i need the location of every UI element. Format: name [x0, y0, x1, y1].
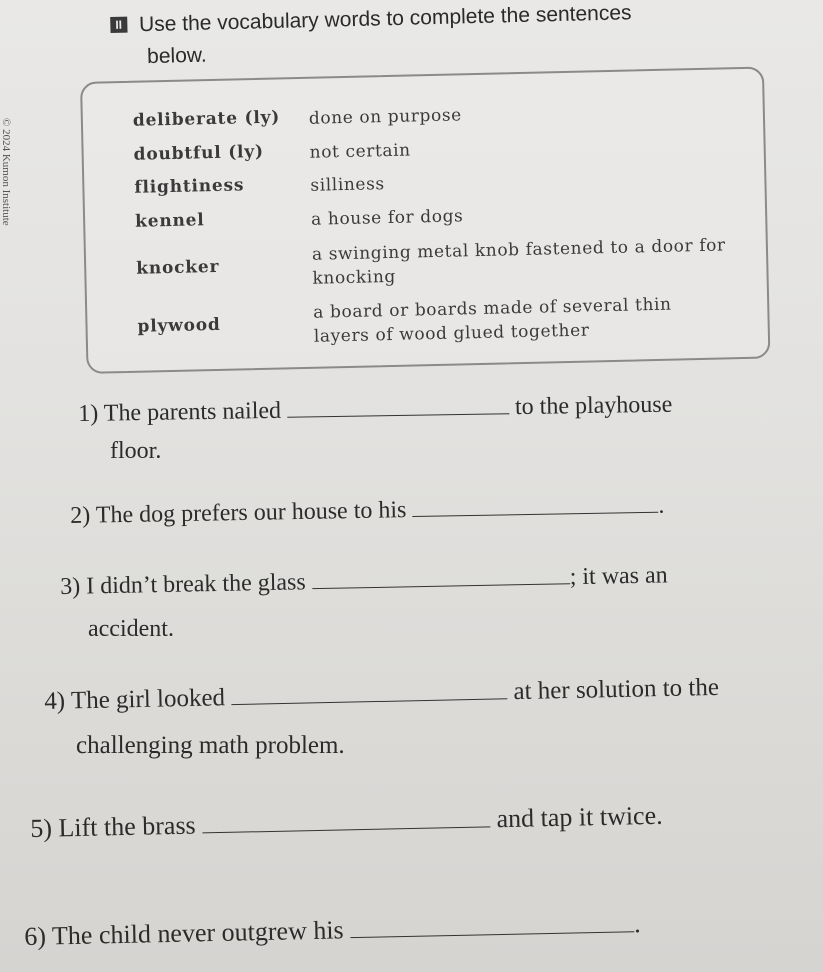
- vocab-row: [87, 290, 767, 347]
- vocab-word: knocker: [136, 256, 220, 279]
- vocabulary-box: [80, 66, 770, 373]
- vocab-definition: silliness: [310, 174, 385, 196]
- question-text-after: .: [658, 492, 665, 519]
- question-6: [24, 909, 641, 952]
- vocab-definition: done on purpose: [308, 105, 463, 129]
- question-text: The girl looked: [70, 684, 226, 715]
- question-number: 4): [44, 687, 66, 715]
- question-text: The child never outgrew his: [51, 915, 344, 951]
- answer-blank[interactable]: [350, 911, 634, 938]
- question-1-continuation: floor.: [110, 438, 162, 464]
- vocab-word: flightiness: [134, 175, 245, 198]
- vocab-definition: not certain: [309, 140, 411, 163]
- copyright-note: [0, 118, 14, 268]
- question-text: The parents nailed: [103, 397, 282, 427]
- question-number: 3): [60, 573, 81, 600]
- vocab-definition: a board or boards made of several thin layers of wood glued together: [313, 294, 672, 347]
- vocab-row: [85, 197, 765, 232]
- vocab-word: deliberate (ly): [132, 107, 281, 131]
- copyright-text: © 2024 Kumon Institute: [0, 118, 12, 226]
- question-text-after: .: [633, 909, 641, 939]
- question-text: Lift the brass: [58, 810, 196, 843]
- vocab-row: [83, 131, 763, 165]
- section-badge: II: [110, 17, 127, 33]
- answer-blank[interactable]: [412, 492, 658, 517]
- instructions-line-1: Use the vocabulary words to complete the sentences: [138, 1, 632, 37]
- answer-blank[interactable]: [231, 678, 507, 705]
- question-1: [78, 391, 673, 428]
- question-2: [70, 492, 665, 530]
- question-number: 1): [78, 400, 99, 427]
- vocab-word: kennel: [134, 210, 205, 232]
- vocab-word: plywood: [137, 314, 221, 337]
- question-text-after: to the playhouse: [514, 391, 673, 421]
- question-number: 5): [30, 813, 53, 843]
- question-5: [30, 801, 663, 844]
- question-4-continuation: challenging math problem.: [76, 732, 345, 759]
- question-3-continuation: accident.: [88, 616, 174, 642]
- vocab-row: [86, 232, 766, 289]
- instructions-line-2: below.: [146, 43, 207, 69]
- question-text: The dog prefers our house to his: [95, 497, 407, 529]
- question-3: [60, 561, 668, 601]
- question-number: 2): [70, 502, 91, 529]
- vocab-row: [84, 164, 764, 198]
- question-4: [44, 674, 719, 716]
- answer-blank[interactable]: [202, 806, 490, 833]
- vocab-definition: a swinging metal knob fastened to a door for knocking: [311, 235, 726, 289]
- vocab-word: doubtful (ly): [133, 141, 265, 165]
- answer-blank[interactable]: [311, 563, 569, 589]
- vocab-row: [83, 97, 763, 131]
- question-text-after: at her solution to the: [513, 673, 720, 706]
- question-number: 6): [24, 921, 47, 951]
- question-text-after: ; it was an: [569, 562, 668, 591]
- question-text-after: and tap it twice.: [496, 800, 663, 834]
- instructions: [110, 0, 711, 74]
- vocab-definition: a house for dogs: [310, 206, 464, 230]
- question-text: I didn’t break the glass: [86, 569, 306, 600]
- answer-blank[interactable]: [287, 393, 509, 417]
